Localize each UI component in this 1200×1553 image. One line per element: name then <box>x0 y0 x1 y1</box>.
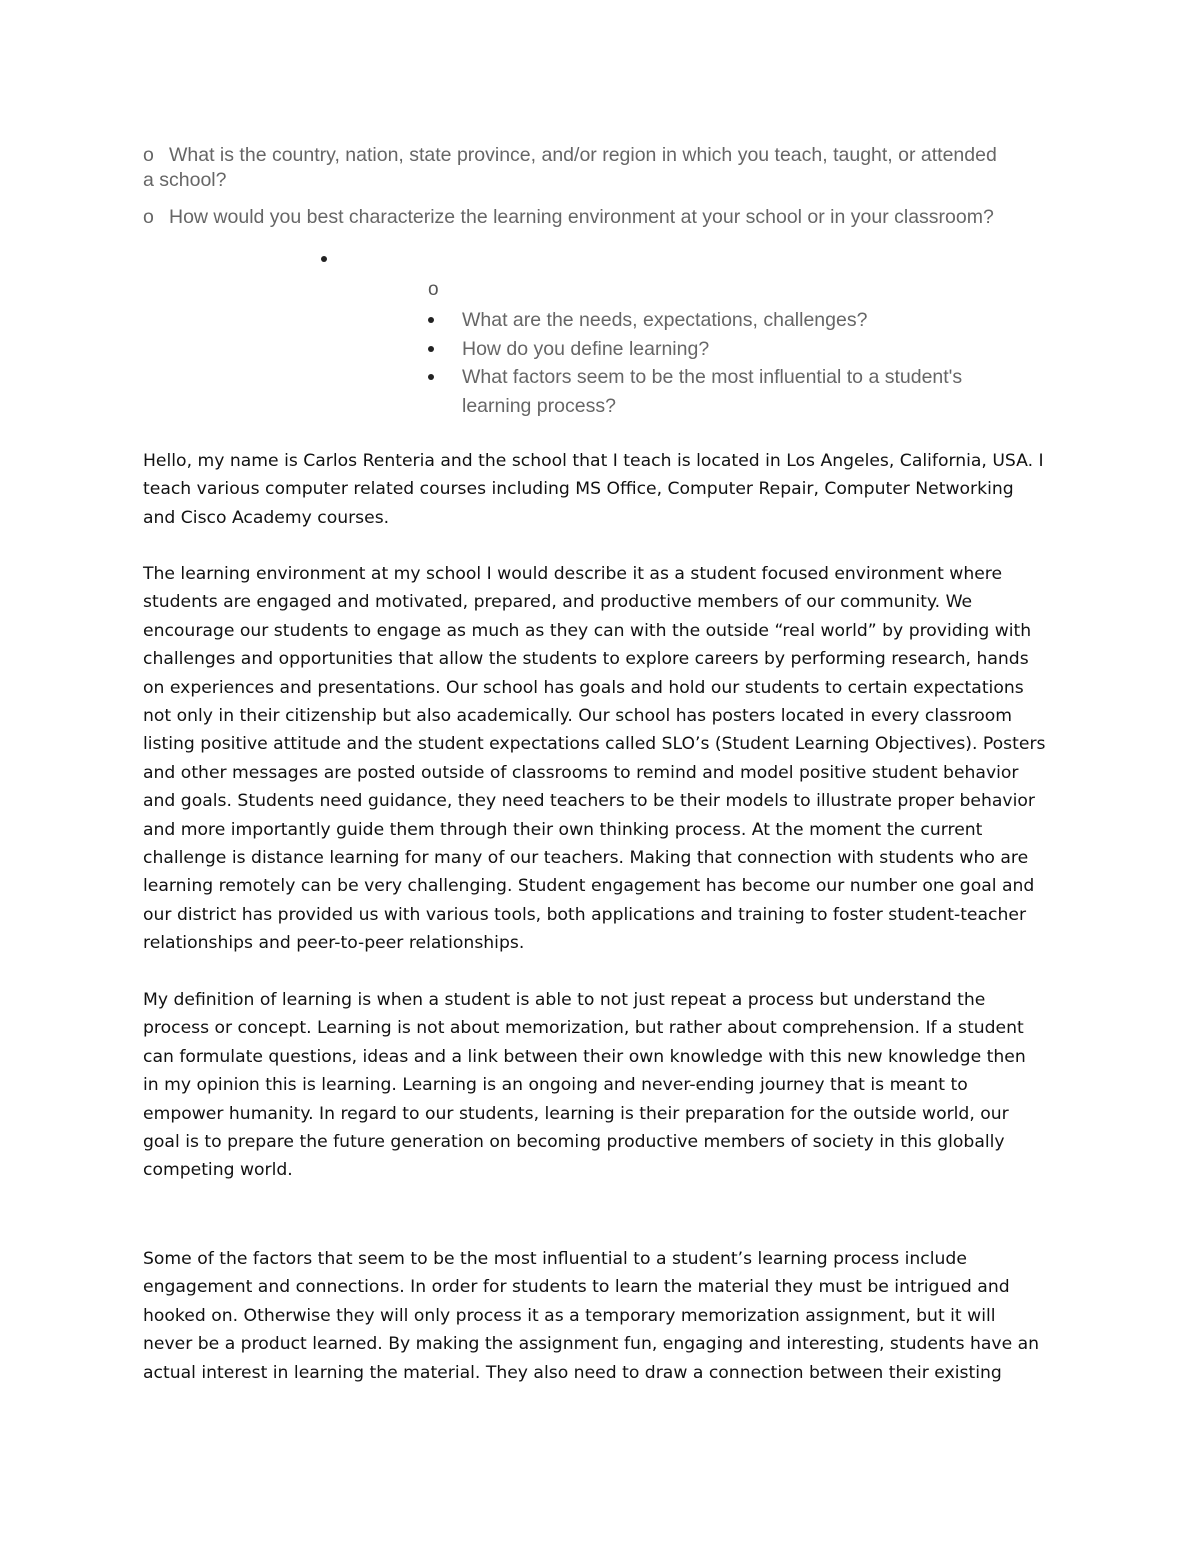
paragraph-line: teach various computer related courses including MS Office, Computer Repair, Computer Networking <box>143 479 1014 500</box>
sub-list-marker: o <box>428 279 439 300</box>
paragraph-line: engagement and connections. In order for students to learn the material they must be intrigued and <box>143 1277 1010 1298</box>
paragraph-line: process or concept. Learning is not about memorization, but rather about comprehension. If a student <box>143 1018 1024 1039</box>
paragraph-line: goal is to prepare the future generation on becoming productive members of society in this globally <box>143 1132 1005 1153</box>
paragraph-line: relationships and peer-to-peer relationships. <box>143 933 525 954</box>
bullet-icon <box>428 374 434 380</box>
paragraph-intro <box>143 447 1063 532</box>
paragraph-environment <box>143 560 1073 958</box>
question-2-marker: o <box>143 206 154 228</box>
paragraph-line: not only in their citizenship but also academically. Our school has posters located in every classroom <box>143 706 1013 727</box>
paragraph-line: our district has provided us with various tools, both applications and training to foster student-teacher <box>143 904 1027 925</box>
paragraph-line: learning remotely can be very challenging. Student engagement has become our number one goal and <box>143 876 1035 897</box>
empty-bullet-icon <box>321 256 327 262</box>
paragraph-line: encourage our students to engage as much as they can with the outside “real world” by providing with <box>143 620 1032 641</box>
sub-question-factors-continued: learning process? <box>462 395 616 417</box>
question-1-text: What is the country, nation, state province, and/or region in which you teach, taught, or attended <box>169 144 997 166</box>
bullet-icon <box>428 317 434 323</box>
paragraph-line: competing world. <box>143 1160 293 1181</box>
paragraph-line: The learning environment at my school I would describe it as a student focused environment where <box>143 564 1003 584</box>
paragraph-definition <box>143 986 1063 1185</box>
paragraph-line: Some of the factors that seem to be the most influential to a student’s learning process include <box>143 1249 967 1269</box>
paragraph-line: Hello, my name is Carlos Renteria and the school that I teach is located in Los Angeles, California, USA. I <box>143 451 1044 471</box>
paragraph-line: students are engaged and motivated, prepared, and productive members of our community. We <box>143 592 973 613</box>
paragraph-line: challenges and opportunities that allow the students to explore careers by performing research, hands <box>143 649 1029 670</box>
paragraph-line: never be a product learned. By making the assignment fun, engaging and interesting, students have an <box>143 1334 1040 1355</box>
question-1-text-continued: a school? <box>143 169 227 191</box>
paragraph-factors <box>143 1245 1063 1387</box>
sub-question-factors: What factors seem to be the most influential to a student's <box>462 366 963 388</box>
paragraph-line: in my opinion this is learning. Learning is an ongoing and never-ending journey that is meant to <box>143 1075 968 1096</box>
paragraph-line: hooked on. Otherwise they will only process it as a temporary memorization assignment, but it will <box>143 1305 996 1326</box>
bullet-icon <box>428 346 434 352</box>
sub-question-needs: What are the needs, expectations, challenges? <box>462 309 868 331</box>
question-2-text: How would you best characterize the learning environment at your school or in your classroom? <box>169 206 994 228</box>
paragraph-line: and more importantly guide them through their own thinking process. At the moment the current <box>143 819 983 840</box>
paragraph-line: can formulate questions, ideas and a link between their own knowledge with this new knowledge then <box>143 1046 1026 1067</box>
paragraph-line: actual interest in learning the material. They also need to draw a connection between their existing <box>143 1362 1002 1383</box>
paragraph-line: empower humanity. In regard to our students, learning is their preparation for the outside world, our <box>143 1103 1009 1124</box>
paragraph-line: challenge is distance learning for many of our teachers. Making that connection with students who are <box>143 848 1029 869</box>
paragraph-line: on experiences and presentations. Our school has goals and hold our students to certain expectations <box>143 677 1024 698</box>
sub-question-define-learning: How do you define learning? <box>462 338 710 360</box>
paragraph-line: and Cisco Academy courses. <box>143 507 390 528</box>
paragraph-line: My definition of learning is when a student is able to not just repeat a process but understand the <box>143 990 986 1010</box>
paragraph-line: and other messages are posted outside of classrooms to remind and model positive student behavior <box>143 762 1019 783</box>
paragraph-line: listing positive attitude and the student expectations called SLO’s (Student Learning Objectives). Posters <box>143 734 1046 755</box>
paragraph-line: and goals. Students need guidance, they need teachers to be their models to illustrate proper behavior <box>143 791 1035 812</box>
question-1-marker: o <box>143 144 154 166</box>
